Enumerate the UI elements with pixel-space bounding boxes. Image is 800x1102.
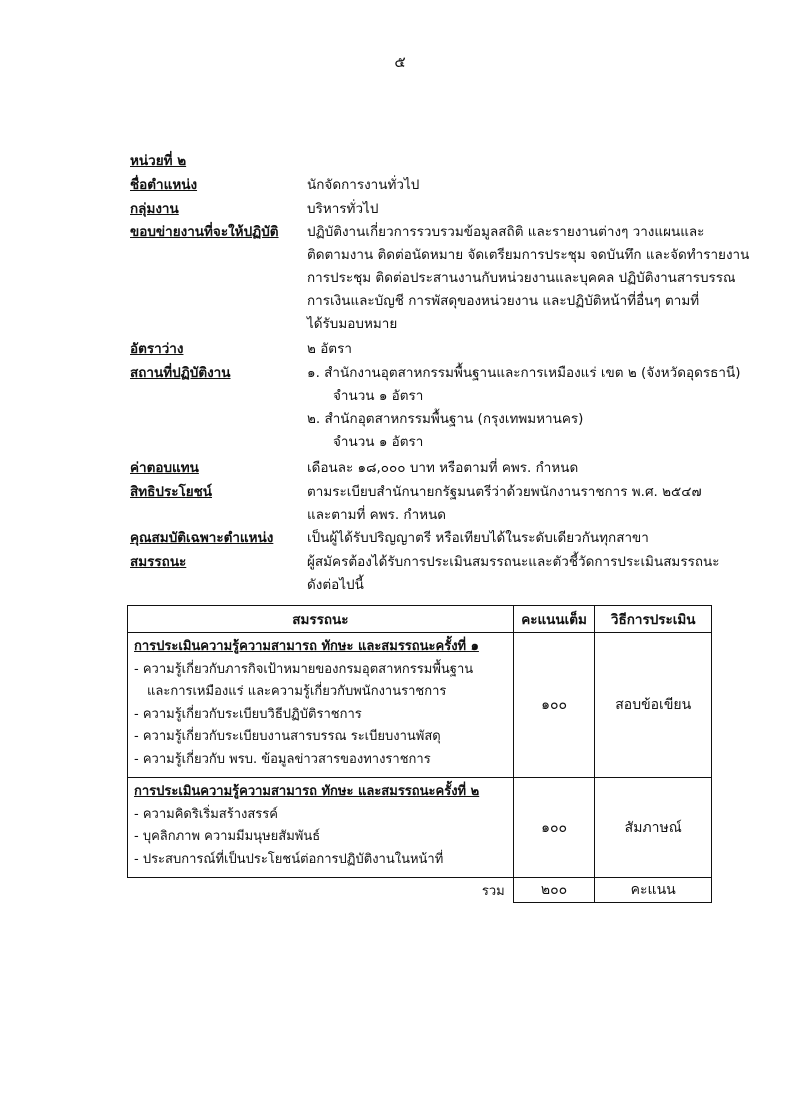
total-row [128,878,712,903]
location-row [130,362,741,454]
benefits-label: สิทธิประโยชน์ [130,484,213,500]
qualification-value: เป็นผู้ได้รับปริญญาตรี หรือเทียบได้ในระดับเดียวกันทุกสาขา [307,530,649,546]
competency-value [307,551,719,597]
unit-title: หน่วยที่ ๒ [130,153,187,169]
scope-line: ติดตามงาน ติดต่อนัดหมาย จัดเตรียมการประชุม จดบันทึก และจัดทำรายงาน [307,247,750,263]
section-1-score: ๑๐๐ [513,633,595,778]
qualification-row [130,527,710,550]
scope-label: ขอบข่ายงานที่จะให้ปฏิบัติ [130,224,279,240]
list-item: - ความรู้เกี่ยวกับภารกิจเป้าหมายของกรมอุตสาหกรรมพื้นฐาน [134,661,474,677]
total-score: ๒๐๐ [513,878,595,903]
section-2-title: การประเมินความรู้ความสามารถ ทักษะ และสมรรถนะครั้งที่ ๒ [134,784,480,799]
section-2-cell [128,778,514,878]
competency-line: ดังต่อไปนี้ [307,577,364,593]
table-row [128,778,712,878]
header-competency: สมรรถนะ [128,606,514,633]
list-item: - บุคลิกภาพ ความมีมนุษยสัมพันธ์ [134,829,321,844]
page-number: ๕ [394,53,406,71]
list-item: - ความรู้เกี่ยวกับ พรบ. ข้อมูลข่าวสารของทางราชการ [134,751,431,767]
vacancy-row [130,338,710,361]
section-1-title: การประเมินความรู้ความสามารถ ทักษะ และสมรรถนะครั้งที่ ๑ [134,639,479,654]
benefits-line: และตามที่ คพร. กำหนด [307,507,447,523]
header-full-score: คะแนนเต็ม [513,606,595,633]
total-label: รวม [128,878,514,903]
scope-line: การประชุม ติดต่อประสานงานกับหน่วยงานและบุคคล ปฏิบัติงานสารบรรณ [307,270,736,286]
list-item-continuation: และการเหมืองแร่ และความรู้เกี่ยวกับพนักงานราชการ [147,684,447,699]
scope-line: การเงินและบัญชี การพัสดุของหน่วยงาน และปฏิบัติหน้าที่อื่นๆ ตามที่ [307,293,700,309]
benefits-line: ตามระเบียบสำนักนายกรัฐมนตรีว่าด้วยพนักงานราชการ พ.ศ. ๒๕๔๗ [307,484,702,500]
list-item: - ความรู้เกี่ยวกับระเบียบวิธีปฏิบัติราชการ [134,706,362,722]
position-row [130,174,710,197]
compensation-label: ค่าตอบแทน [130,460,199,476]
header-method: วิธีการประเมิน [595,606,712,633]
vacancy-value: ๒ อัตรา [307,341,352,357]
section-1-method: สอบข้อเขียน [595,633,712,778]
competency-line: ผู้สมัครต้องได้รับการประเมินสมรรถนะและตัวชี้วัดการประเมินสมรรถนะ [307,554,720,570]
group-value: บริหารทั่วไป [307,201,379,217]
location-item-2: ๒. สำนักอุตสาหกรรมพื้นฐาน (กรุงเทพมหานคร) [307,411,584,427]
competency-label: สมรรถนะ [130,554,187,570]
table-row [128,633,712,778]
unit-title-row [130,150,710,173]
benefits-value [307,481,710,527]
list-item: - ความคิดริเริ่มสร้างสรรค์ [134,806,278,822]
qualification-label: คุณสมบัติเฉพาะตำแหน่ง [130,530,274,546]
position-label: ชื่อตำแหน่ง [130,177,198,193]
location-item-2-count: จำนวน ๑ อัตรา [333,434,424,450]
section-2-score: ๑๐๐ [513,778,595,878]
scope-line: ปฏิบัติงานเกี่ยวการรวบรวมข้อมูลสถิติ และรายงานต่างๆ วางแผนและ [307,224,705,240]
compensation-row [130,457,710,480]
benefits-row [130,481,710,527]
group-label: กลุ่มงาน [130,201,179,217]
location-value [307,362,740,454]
list-item: - ประสบการณ์ที่เป็นประโยชน์ต่อการปฏิบัติงานในหน้าที่ [134,851,444,867]
position-value: นักจัดการงานทั่วไป [307,177,420,193]
table-header-row [128,606,712,633]
vacancy-label: อัตราว่าง [130,341,184,357]
list-item: - ความรู้เกี่ยวกับระเบียบงานสารบรรณ ระเบียบงานพัสดุ [134,729,441,744]
location-label: สถานที่ปฏิบัติงาน [130,365,231,381]
section-2-method: สัมภาษณ์ [595,778,712,878]
compensation-value: เดือนละ ๑๘,๐๐๐ บาท หรือตามที่ คพร. กำหนด [307,460,579,476]
group-row [130,198,710,221]
location-item-1: ๑. สำนักงานอุตสาหกรรมพื้นฐานและการเหมืองแร่ เขต ๒ (จังหวัดอุดรธานี) [307,365,741,381]
section-1-cell [128,633,514,778]
assessment-table [127,605,712,903]
competency-row [130,551,720,597]
scope-row [130,221,750,336]
scope-line: ได้รับมอบหมาย [307,316,398,332]
location-item-1-count: จำนวน ๑ อัตรา [333,388,424,404]
total-unit: คะแนน [595,878,712,903]
scope-value [307,221,749,336]
